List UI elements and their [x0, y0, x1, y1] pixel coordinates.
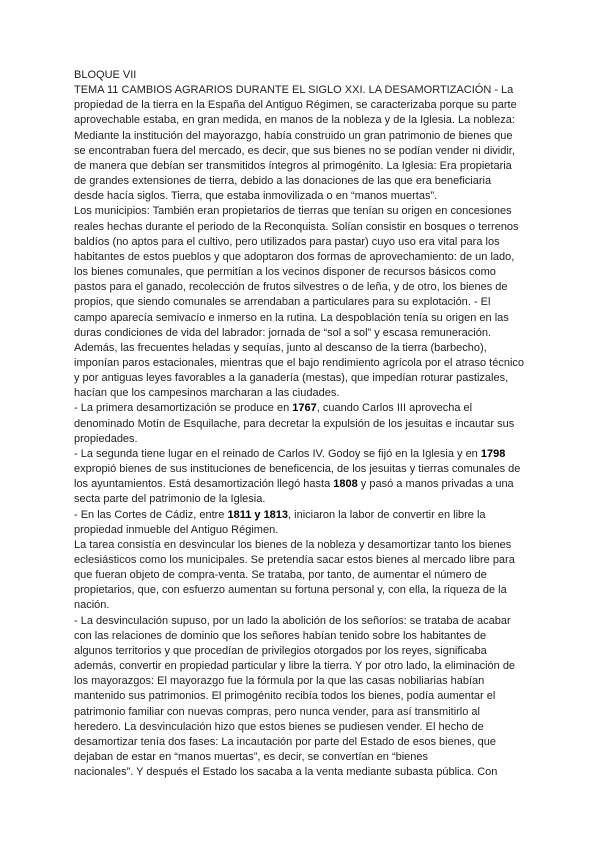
text-line [74, 371, 524, 386]
line-text: Mediante la institución del mayorazgo, había construido un gran patrimonio de bienes que [74, 129, 513, 142]
text-line [74, 674, 524, 689]
line-text: los ayuntamientos. Está desamortización llegó hasta [74, 478, 334, 491]
text-line [74, 68, 524, 83]
text-line [74, 280, 524, 295]
text-line [74, 326, 524, 341]
line-text: - En las Cortes de Cádiz, entre [74, 508, 228, 521]
text-line [74, 447, 524, 462]
line-text: y pasó a manos privadas a una [357, 478, 514, 491]
line-text: propietarios, que, con esfuerzo aumentan su fortuna personal y, con ella, la riqueza de la [74, 584, 507, 597]
text-line [74, 98, 524, 113]
text-line [74, 386, 524, 401]
line-text: de grandes extensiones de tierra, debido a las donaciones de las que era beneficiaria [74, 175, 492, 188]
text-line [74, 311, 524, 326]
line-text: los mayorazgos: El mayorazgo fue la fórmula por la que las casas nobiliarias habían [74, 675, 485, 688]
line-text: desamortizar tenía dos fases: La incautación por parte del Estado de esos bienes, que [74, 735, 496, 748]
line-text: propiedad de la tierra en la España del Antiguo Régimen, se caracterizaba porque su parte [74, 99, 517, 112]
line-text: , iniciaron la labor de convertir en libre la [288, 508, 486, 521]
line-text: hacían que los campesinos marcharan a las ciudades. [74, 387, 340, 400]
text-line [74, 204, 524, 219]
line-text: desde hacía siglos. Tierra, que estaba inmovilizada o en “manos muertas”. [74, 190, 438, 203]
line-text: con las relaciones de dominio que los señores habían tenido sobre los habitantes de [74, 629, 487, 642]
line-text: algunos territorios y que procedían de privilegios otorgados por los reyes, significaba [74, 644, 487, 657]
text-line [74, 598, 524, 613]
text-line [74, 159, 524, 174]
line-text: duras condiciones de vida del labrador: jornada de “sol a sol” y escasa remuneración. [74, 326, 492, 339]
line-text: , cuando Carlos III aprovecha el [316, 402, 473, 415]
line-text: pastos para el ganado, recolección de frutos silvestres o de leña, y de otro, los bienes de [74, 281, 508, 294]
line-text: campo aparecía semivacío e inmerso en la rutina. La despoblación tenía su origen en las [74, 311, 509, 324]
line-text: - La primera desamortización se produce en [74, 402, 293, 415]
bold-date: 1811 y 1813 [227, 508, 289, 521]
line-text: imponían paros estacionales, mientras que el bajo rendimiento agrícola por el atraso técnico [74, 356, 525, 369]
text-line [74, 553, 524, 568]
bold-date: 1767 [292, 402, 317, 415]
text-line [74, 538, 524, 553]
text-line [74, 250, 524, 265]
text-line [74, 401, 524, 416]
text-line [74, 235, 524, 250]
line-text: propiedad inmueble del Antiguo Régimen. [74, 523, 279, 536]
bold-date: 1798 [480, 447, 506, 460]
line-text: heredero. La desvinculación hizo que estos bienes se pudiesen vender. El hecho de [74, 720, 484, 733]
text-line [74, 689, 524, 704]
line-text: nación. [74, 599, 110, 612]
line-text: baldíos (no aptos para el cultivo, pero utilizados para pastar) cuyo uso era vital para los [74, 235, 500, 248]
line-text: de manera que debían ser transmitidos íntegros al primogénito. La Iglesia: Era propietaria [74, 159, 512, 172]
text-line [74, 220, 524, 235]
text-line [74, 174, 524, 189]
line-text: patrimonio familiar con nuevas compras, pero nunca vender, para así transmitirlo al [74, 705, 480, 718]
text-line [74, 750, 524, 765]
text-line [74, 144, 524, 159]
text-line [74, 129, 524, 144]
text-line [74, 83, 524, 98]
text-line [74, 417, 524, 432]
line-text: Además, las frecuentes heladas y sequías, junto al descanso de la tierra (barbecho), [74, 341, 487, 354]
line-text: denominado Motín de Esquilache, para decretar la expulsión de los jesuitas e incautar sus [74, 417, 515, 430]
line-text: - La segunda tiene lugar en el reinado de Carlos IV. Godoy se fijó en la Iglesia y en [74, 447, 481, 460]
text-line [74, 568, 524, 583]
text-line [74, 508, 524, 523]
document-page [74, 68, 524, 780]
text-line [74, 356, 524, 371]
line-text: propiedades. [74, 432, 138, 445]
line-text: habitantes de estos pueblos y que adoptaron dos formas de aprovechamiento: de un lado, [74, 250, 515, 263]
line-text: secta parte del patrimonio de la Iglesia. [74, 493, 266, 506]
line-text: reales hechas durante el periodo de la Reconquista. Solían consistir en bosques o terrenos [74, 220, 519, 233]
line-text: que fueran objeto de compra-venta. Se trataba, por tanto, de aumentar el número de [74, 569, 487, 582]
text-line [74, 113, 524, 128]
text-line [74, 614, 524, 629]
text-line [74, 720, 524, 735]
line-text: TEMA 11 CAMBIOS AGRARIOS DURANTE EL SIGLO XXI. LA DESAMORTIZACIÓN - La [74, 84, 514, 97]
line-text: los bienes comunales, que permitían a los vecinos disponer de recursos básicos como [74, 266, 496, 279]
text-line [74, 492, 524, 507]
line-text: La tarea consistía en desvincular los bienes de la nobleza y desamortizar tanto los bienes [74, 538, 512, 551]
text-line [74, 629, 524, 644]
line-text: además, convertir en propiedad particular y libre la tierra. Y por otro lado, la eliminación de [74, 660, 516, 673]
text-line [74, 265, 524, 280]
text-line [74, 189, 524, 204]
line-text: Los municipios: También eran propietarios de tierras que tenían su origen en concesiones [74, 205, 512, 218]
line-text: nacionales”. Y después el Estado los sacaba a la venta mediante subasta pública. Con [74, 766, 498, 779]
line-text: se encontraban fuera del mercado, es decir, que sus bienes no se podían vender ni dividir, [74, 144, 515, 157]
text-line [74, 523, 524, 538]
line-text: y por antiguas leyes favorables a la ganadería (mestas), que impedían roturar pastizales, [74, 372, 509, 385]
text-line [74, 583, 524, 598]
line-text: mantenido sus patrimonios. El primogénito recibía todos los bienes, podía aumentar el [74, 690, 496, 703]
line-text: eclesiásticos como los municipales. Se pretendía sacar estos bienes al mercado libre para [74, 554, 515, 566]
text-line [74, 341, 524, 356]
line-text: aprovechable estaba, en gran medida, en manos de la nobleza y de la Iglesia. La nobleza: [74, 114, 515, 127]
text-line [74, 432, 524, 447]
line-text: BLOQUE VII [74, 69, 137, 81]
text-line [74, 477, 524, 492]
text-line [74, 462, 524, 477]
text-line [74, 735, 524, 750]
text-line [74, 705, 524, 720]
line-text: dejaban de estar en “manos muertas”, es decir, se convertían en “bienes [74, 751, 429, 764]
text-line [74, 765, 524, 780]
text-line [74, 659, 524, 674]
line-text: - La desvinculación supuso, por un lado la abolición de los señoríos: se trataba de acabar [74, 614, 511, 627]
bold-date: 1808 [333, 478, 358, 491]
text-line [74, 644, 524, 659]
line-text: propios, que siendo comunales se arrendaban a particulares para su explotación. - El [74, 296, 491, 309]
text-line [74, 295, 524, 310]
line-text: expropió bienes de sus instituciones de beneficencia, de los jesuitas y tierras comunales de [74, 463, 521, 476]
